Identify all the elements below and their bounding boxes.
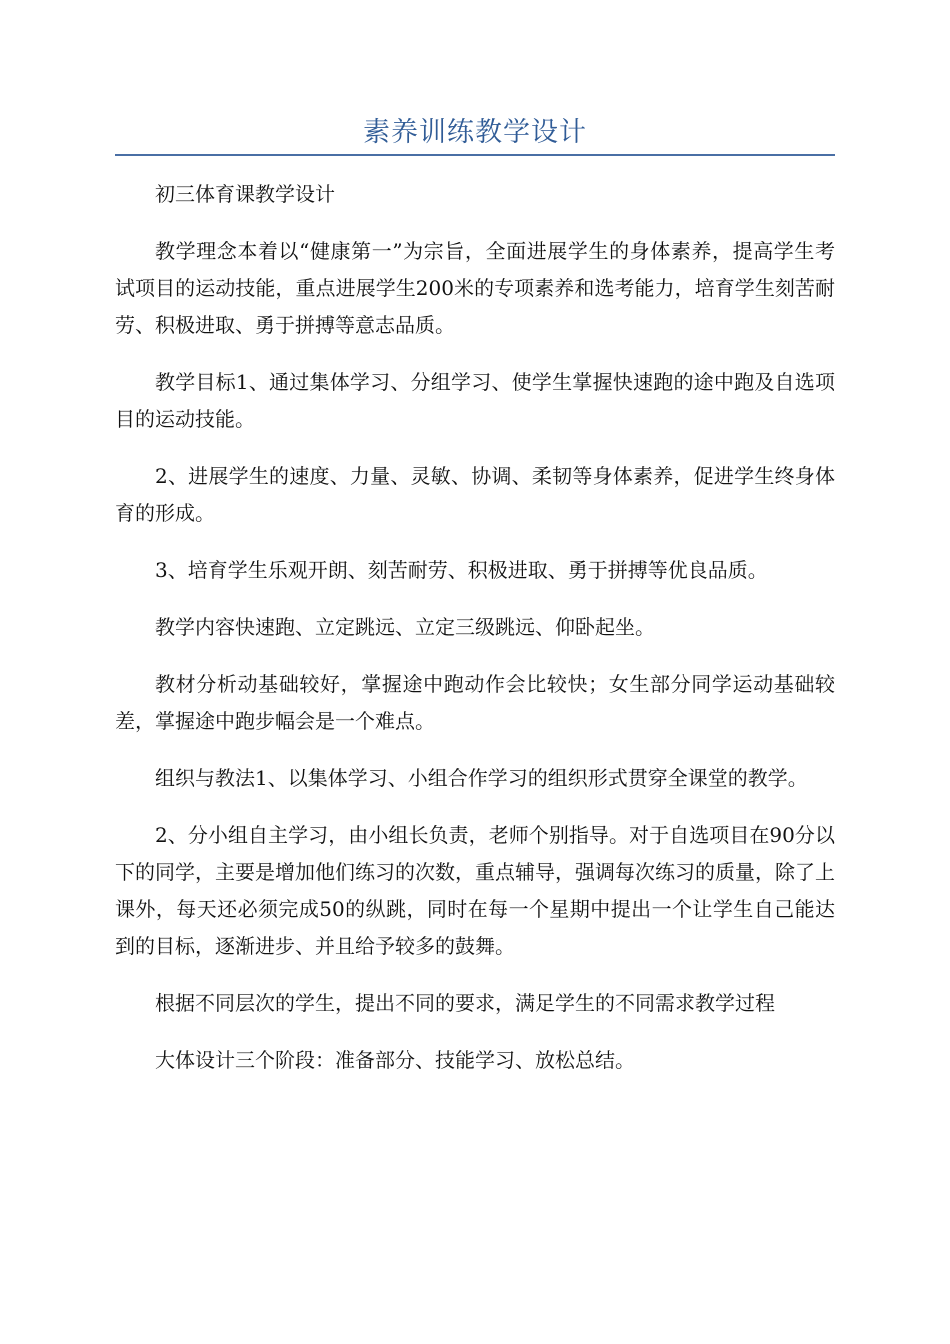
paragraph-teaching-philosophy: 教学理念本着以“健康第一”为宗旨，全面进展学生的身体素养，提高学生考试项目的运动技能，重点进展学生200米的专项素养和选考能力，培育学生刻苦耐劳、积极进取、勇于拼搏等意志品质。 (115, 239, 835, 337)
paragraph-teaching-content: 教学内容快速跑、立定跳远、立定三级跳远、仰卧起坐。 (155, 615, 655, 639)
paragraph-organization-2: 2、分小组自主学习，由小组长负责，老师个别指导。对于自选项目在90分以下的同学，主要是增加他们练习的次数，重点辅导，强调每次练习的质量，除了上课外，每天还必须完成50的纵跳，同时在每一个星期中提出一个让学生自己能达到的目标，逐渐进步、并且给予较多的鼓舞。 (115, 823, 835, 958)
paragraph-teaching-goal-1: 教学目标1、通过集体学习、分组学习、使学生掌握快速跑的途中跑及自选项目的运动技能。 (115, 370, 835, 431)
paragraph-organization-1: 组织与教法1、以集体学习、小组合作学习的组织形式贯穿全课堂的教学。 (155, 766, 808, 790)
paragraph-teaching-goal-2: 2、进展学生的速度、力量、灵敏、协调、柔韧等身体素养，促进学生终身体育的形成。 (115, 464, 835, 525)
document-title: 素养训练教学设计 (363, 117, 587, 148)
paragraph-teaching-goal-3: 3、培育学生乐观开朗、刻苦耐劳、积极进取、勇于拼搏等优良品质。 (155, 558, 768, 582)
title-underline (115, 154, 835, 156)
paragraph-subtitle: 初三体育课教学设计 (155, 182, 335, 206)
document-body (115, 176, 835, 1099)
paragraph-stages: 大体设计三个阶段：准备部分、技能学习、放松总结。 (155, 1048, 635, 1072)
paragraph-material-analysis: 教材分析动基础较好，掌握途中跑动作会比较快；女生部分同学运动基础较差，掌握途中跑步幅会是一个难点。 (115, 672, 835, 733)
paragraph-differentiation: 根据不同层次的学生，提出不同的要求，满足学生的不同需求教学过程 (155, 991, 775, 1015)
